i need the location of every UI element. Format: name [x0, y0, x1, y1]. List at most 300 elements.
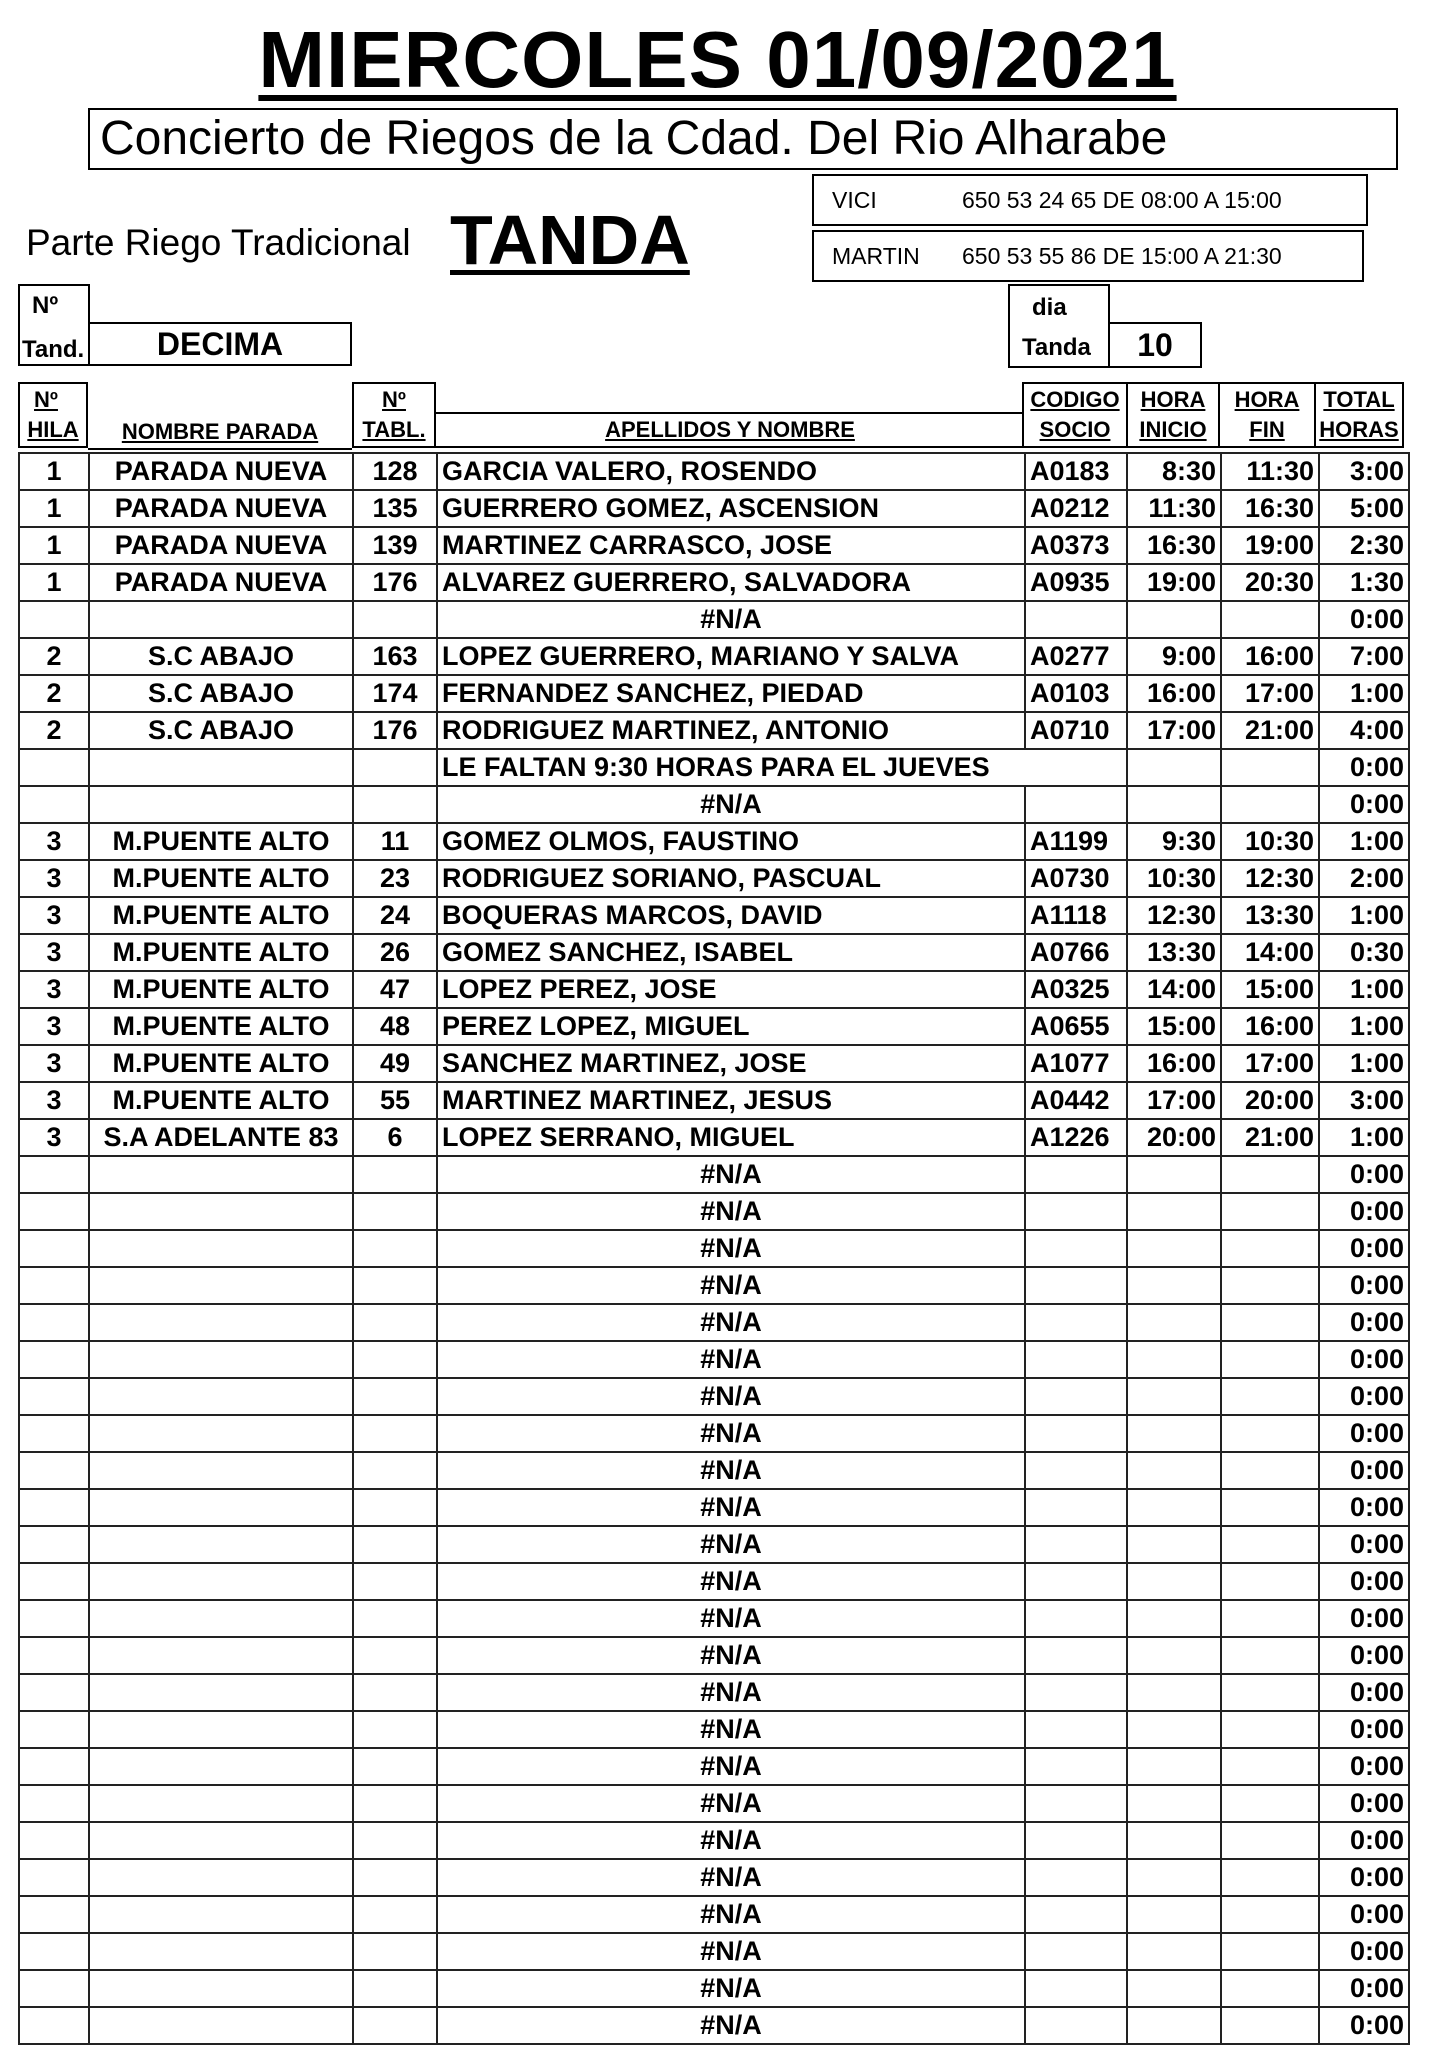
table-row [19, 1933, 1409, 1970]
page-title [0, 15, 1435, 104]
cell-total: 3:00 [1319, 453, 1409, 490]
cell-hila: 1 [19, 490, 89, 527]
cell-codigo [1025, 1526, 1127, 1563]
header-hila-line2: HILA [27, 417, 79, 442]
cell-tabl: 163 [353, 638, 437, 675]
cell-inicio: 12:30 [1127, 897, 1221, 934]
cell-parada: M.PUENTE ALTO [89, 1045, 353, 1082]
cell-hila: 1 [19, 527, 89, 564]
cell-tabl [353, 1785, 437, 1822]
cell-total: 0:00 [1319, 1748, 1409, 1785]
cell-hila [19, 1822, 89, 1859]
cell-fin: 12:30 [1221, 860, 1319, 897]
cell-total: 4:00 [1319, 712, 1409, 749]
cell-total: 0:00 [1319, 1415, 1409, 1452]
cell-tabl [353, 749, 437, 786]
cell-codigo: A1199 [1025, 823, 1127, 860]
cell-fin: 17:00 [1221, 675, 1319, 712]
dia-tanda-value: 10 [1108, 322, 1202, 368]
cell-parada [89, 1526, 353, 1563]
table-row [19, 971, 1409, 1008]
cell-total: 3:00 [1319, 1082, 1409, 1119]
cell-hila: 2 [19, 712, 89, 749]
table-row [19, 860, 1409, 897]
cell-total: 2:00 [1319, 860, 1409, 897]
cell-codigo [1025, 1563, 1127, 1600]
cell-inicio: 16:30 [1127, 527, 1221, 564]
cell-fin [1221, 1341, 1319, 1378]
table-row [19, 1748, 1409, 1785]
cell-tabl [353, 601, 437, 638]
cell-fin [1221, 1452, 1319, 1489]
cell-hila: 3 [19, 823, 89, 860]
cell-inicio: 13:30 [1127, 934, 1221, 971]
cell-tabl [353, 1526, 437, 1563]
table-row [19, 1822, 1409, 1859]
cell-parada [89, 1156, 353, 1193]
header-total-line2: HORAS [1319, 417, 1399, 442]
cell-total: 0:00 [1319, 1822, 1409, 1859]
table-row [19, 1341, 1409, 1378]
cell-nombre: #N/A [437, 1600, 1025, 1637]
table-row [19, 1304, 1409, 1341]
cell-tabl: 174 [353, 675, 437, 712]
cell-parada [89, 601, 353, 638]
cell-parada: PARADA NUEVA [89, 564, 353, 601]
cell-tabl [353, 1896, 437, 1933]
cell-codigo [1025, 1156, 1127, 1193]
header-hora-fin-line2: FIN [1249, 417, 1285, 442]
cell-hila [19, 1526, 89, 1563]
cell-fin [1221, 1970, 1319, 2007]
cell-codigo: A0277 [1025, 638, 1127, 675]
table-row [19, 490, 1409, 527]
cell-tabl [353, 1341, 437, 1378]
cell-inicio: 14:00 [1127, 971, 1221, 1008]
contact-phone: 650 53 55 86 DE 15:00 A 21:30 [962, 243, 1282, 269]
cell-parada: PARADA NUEVA [89, 453, 353, 490]
cell-inicio: 17:00 [1127, 1082, 1221, 1119]
cell-inicio: 9:00 [1127, 638, 1221, 675]
cell-inicio [1127, 601, 1221, 638]
cell-parada: S.C ABAJO [89, 712, 353, 749]
cell-codigo [1025, 1711, 1127, 1748]
cell-tabl: 24 [353, 897, 437, 934]
table-row [19, 1637, 1409, 1674]
header-hora-inicio-line2: INICIO [1139, 417, 1207, 442]
cell-parada [89, 1674, 353, 1711]
cell-parada [89, 1933, 353, 1970]
cell-inicio [1127, 1674, 1221, 1711]
n-tand-value: DECIMA [88, 322, 352, 366]
contact-martin [812, 230, 1364, 282]
cell-fin: 14:00 [1221, 934, 1319, 971]
cell-parada [89, 1452, 353, 1489]
header-apellidos [436, 412, 1024, 448]
cell-tabl [353, 1267, 437, 1304]
cell-fin [1221, 1304, 1319, 1341]
cell-total: 1:00 [1319, 1008, 1409, 1045]
cell-parada [89, 1600, 353, 1637]
cell-inicio [1127, 1156, 1221, 1193]
cell-fin [1221, 1859, 1319, 1896]
table-row [19, 1378, 1409, 1415]
cell-nombre: #N/A [437, 1341, 1025, 1378]
table-row [19, 638, 1409, 675]
cell-fin [1221, 1748, 1319, 1785]
cell-nombre: GUERRERO GOMEZ, ASCENSION [437, 490, 1025, 527]
cell-fin [1221, 1674, 1319, 1711]
cell-tabl: 47 [353, 971, 437, 1008]
cell-nombre: PEREZ LOPEZ, MIGUEL [437, 1008, 1025, 1045]
cell-nombre: LOPEZ PEREZ, JOSE [437, 971, 1025, 1008]
table-row [19, 1230, 1409, 1267]
cell-tabl: 11 [353, 823, 437, 860]
cell-parada: S.C ABAJO [89, 638, 353, 675]
table-row [19, 1267, 1409, 1304]
cell-inicio: 9:30 [1127, 823, 1221, 860]
cell-codigo [1025, 1267, 1127, 1304]
table-row [19, 675, 1409, 712]
cell-nombre: #N/A [437, 1785, 1025, 1822]
table-row [19, 564, 1409, 601]
cell-fin [1221, 1600, 1319, 1637]
header-hora-fin-line1: HORA [1234, 387, 1300, 412]
contact-name: VICI [832, 187, 877, 213]
cell-codigo: A0730 [1025, 860, 1127, 897]
cell-tabl [353, 1711, 437, 1748]
cell-fin [1221, 1933, 1319, 1970]
cell-total: 2:30 [1319, 527, 1409, 564]
contact-phone: 650 53 24 65 DE 08:00 A 15:00 [962, 187, 1282, 213]
cell-total: 0:00 [1319, 1341, 1409, 1378]
cell-fin [1221, 1378, 1319, 1415]
cell-hila [19, 1267, 89, 1304]
cell-nombre: #N/A [437, 1156, 1025, 1193]
cell-nombre: #N/A [437, 1822, 1025, 1859]
cell-inicio [1127, 1341, 1221, 1378]
cell-hila [19, 601, 89, 638]
cell-nombre: RODRIGUEZ MARTINEZ, ANTONIO [437, 712, 1025, 749]
cell-fin [1221, 1637, 1319, 1674]
cell-hila: 3 [19, 1119, 89, 1156]
cell-codigo: A0325 [1025, 971, 1127, 1008]
cell-fin [1221, 1193, 1319, 1230]
cell-parada [89, 1563, 353, 1600]
cell-parada: M.PUENTE ALTO [89, 1082, 353, 1119]
cell-total: 0:00 [1319, 1489, 1409, 1526]
irrigation-table [18, 452, 1410, 2045]
cell-parada [89, 1785, 353, 1822]
cell-total: 0:30 [1319, 934, 1409, 971]
cell-inicio [1127, 786, 1221, 823]
header-parada [88, 418, 352, 450]
cell-parada [89, 1304, 353, 1341]
cell-hila: 3 [19, 897, 89, 934]
cell-fin: 20:00 [1221, 1082, 1319, 1119]
subtitle-text: Concierto de Riegos de la Cdad. Del Rio Alharabe [100, 112, 1168, 165]
header-hila [18, 382, 88, 448]
cell-codigo: A0766 [1025, 934, 1127, 971]
cell-total: 1:00 [1319, 1045, 1409, 1082]
cell-fin [1221, 1563, 1319, 1600]
cell-parada [89, 1378, 353, 1415]
table-row [19, 1415, 1409, 1452]
cell-inicio [1127, 1563, 1221, 1600]
n-tand-label-line1: Nº [32, 292, 59, 319]
cell-codigo [1025, 1378, 1127, 1415]
cell-codigo [1025, 1452, 1127, 1489]
table-row [19, 749, 1409, 786]
cell-total: 0:00 [1319, 601, 1409, 638]
cell-fin [1221, 1526, 1319, 1563]
table-row [19, 1452, 1409, 1489]
cell-tabl [353, 1859, 437, 1896]
cell-hila [19, 1193, 89, 1230]
cell-nombre: #N/A [437, 1230, 1025, 1267]
cell-total: 0:00 [1319, 1711, 1409, 1748]
n-tand-label-line2: Tand. [22, 336, 85, 363]
cell-hila [19, 1600, 89, 1637]
cell-hila [19, 1970, 89, 2007]
header-hila-line1: Nº [34, 387, 58, 412]
table-row [19, 1008, 1409, 1045]
dia-tanda-label [1008, 284, 1110, 368]
tanda-heading [450, 200, 690, 280]
cell-inicio [1127, 1711, 1221, 1748]
cell-nombre: #N/A [437, 1378, 1025, 1415]
cell-total: 0:00 [1319, 1267, 1409, 1304]
cell-total: 0:00 [1319, 1896, 1409, 1933]
cell-nombre: #N/A [437, 2007, 1025, 2044]
cell-hila [19, 1785, 89, 1822]
header-hora-inicio [1126, 382, 1220, 448]
table-row [19, 823, 1409, 860]
cell-tabl: 176 [353, 564, 437, 601]
cell-inicio: 20:00 [1127, 1119, 1221, 1156]
cell-hila [19, 1452, 89, 1489]
cell-fin: 21:00 [1221, 712, 1319, 749]
cell-total: 0:00 [1319, 1933, 1409, 1970]
cell-codigo [1025, 1859, 1127, 1896]
table-row [19, 453, 1409, 490]
cell-total: 7:00 [1319, 638, 1409, 675]
cell-codigo [1025, 1341, 1127, 1378]
cell-inicio [1127, 1415, 1221, 1452]
header-tabl-line1: Nº [382, 387, 406, 412]
header-tabl-line2: TABL. [362, 417, 426, 442]
cell-tabl: 26 [353, 934, 437, 971]
cell-codigo: A0103 [1025, 675, 1127, 712]
tanda-heading-text: TANDA [450, 201, 690, 279]
cell-parada: M.PUENTE ALTO [89, 1008, 353, 1045]
cell-parada [89, 786, 353, 823]
cell-parada [89, 1267, 353, 1304]
cell-total: 0:00 [1319, 1526, 1409, 1563]
table-row [19, 1045, 1409, 1082]
cell-nombre: MARTINEZ MARTINEZ, JESUS [437, 1082, 1025, 1119]
cell-hila: 1 [19, 564, 89, 601]
table-row [19, 712, 1409, 749]
cell-nombre: GOMEZ OLMOS, FAUSTINO [437, 823, 1025, 860]
cell-codigo [1025, 1415, 1127, 1452]
cell-hila [19, 749, 89, 786]
table-row [19, 1193, 1409, 1230]
cell-hila [19, 1489, 89, 1526]
cell-codigo: A0373 [1025, 527, 1127, 564]
cell-parada [89, 1230, 353, 1267]
cell-parada [89, 1896, 353, 1933]
cell-hila [19, 1748, 89, 1785]
cell-fin [1221, 1896, 1319, 1933]
cell-nombre: BOQUERAS MARCOS, DAVID [437, 897, 1025, 934]
cell-codigo [1025, 1489, 1127, 1526]
cell-codigo: A0935 [1025, 564, 1127, 601]
table-row [19, 786, 1409, 823]
cell-nombre: LE FALTAN 9:30 HORAS PARA EL JUEVES [437, 749, 1127, 786]
cell-hila: 1 [19, 453, 89, 490]
cell-total: 0:00 [1319, 2007, 1409, 2044]
table-row [19, 1785, 1409, 1822]
cell-inicio: 17:00 [1127, 712, 1221, 749]
cell-codigo [1025, 1896, 1127, 1933]
cell-nombre: GOMEZ SANCHEZ, ISABEL [437, 934, 1025, 971]
cell-fin: 11:30 [1221, 453, 1319, 490]
cell-nombre: GARCIA VALERO, ROSENDO [437, 453, 1025, 490]
table-row [19, 1082, 1409, 1119]
cell-tabl: 176 [353, 712, 437, 749]
cell-fin: 10:30 [1221, 823, 1319, 860]
cell-fin: 17:00 [1221, 1045, 1319, 1082]
table-row [19, 897, 1409, 934]
table-row [19, 1896, 1409, 1933]
cell-tabl [353, 1748, 437, 1785]
cell-fin: 21:00 [1221, 1119, 1319, 1156]
cell-fin: 16:30 [1221, 490, 1319, 527]
cell-parada [89, 1341, 353, 1378]
cell-nombre: #N/A [437, 1526, 1025, 1563]
table-row [19, 527, 1409, 564]
cell-parada [89, 1748, 353, 1785]
cell-nombre: #N/A [437, 786, 1025, 823]
cell-inicio [1127, 1896, 1221, 1933]
cell-codigo [1025, 2007, 1127, 2044]
cell-tabl: 48 [353, 1008, 437, 1045]
cell-nombre: #N/A [437, 1489, 1025, 1526]
cell-fin [1221, 2007, 1319, 2044]
header-apellidos-text: APELLIDOS Y NOMBRE [605, 417, 855, 442]
cell-parada: M.PUENTE ALTO [89, 860, 353, 897]
cell-total: 0:00 [1319, 1970, 1409, 2007]
table-header [18, 382, 1400, 448]
dia-tanda-label-line1: dia [1032, 294, 1067, 321]
cell-tabl [353, 786, 437, 823]
cell-codigo: A0710 [1025, 712, 1127, 749]
cell-total: 0:00 [1319, 1378, 1409, 1415]
cell-fin [1221, 786, 1319, 823]
cell-parada: S.A ADELANTE 83 [89, 1119, 353, 1156]
header-hora-fin [1218, 382, 1316, 448]
table-row [19, 1119, 1409, 1156]
cell-hila: 3 [19, 860, 89, 897]
contact-vici [812, 174, 1368, 226]
cell-codigo [1025, 1600, 1127, 1637]
cell-hila [19, 1230, 89, 1267]
cell-tabl [353, 1563, 437, 1600]
cell-codigo [1025, 1304, 1127, 1341]
cell-tabl [353, 1193, 437, 1230]
cell-nombre: #N/A [437, 1304, 1025, 1341]
cell-parada: M.PUENTE ALTO [89, 897, 353, 934]
cell-total: 1:00 [1319, 675, 1409, 712]
cell-fin [1221, 1785, 1319, 1822]
cell-total: 0:00 [1319, 1193, 1409, 1230]
cell-hila [19, 786, 89, 823]
cell-tabl: 49 [353, 1045, 437, 1082]
cell-codigo [1025, 1230, 1127, 1267]
cell-parada [89, 1822, 353, 1859]
cell-nombre: #N/A [437, 1637, 1025, 1674]
cell-tabl [353, 2007, 437, 2044]
parte-label: Parte Riego Tradicional [26, 222, 411, 263]
header-codigo [1022, 382, 1128, 448]
cell-total: 1:30 [1319, 564, 1409, 601]
cell-parada [89, 2007, 353, 2044]
cell-tabl [353, 1452, 437, 1489]
cell-total: 1:00 [1319, 897, 1409, 934]
cell-codigo [1025, 1193, 1127, 1230]
cell-fin [1221, 1267, 1319, 1304]
cell-hila [19, 1933, 89, 1970]
cell-nombre: #N/A [437, 1748, 1025, 1785]
cell-parada: PARADA NUEVA [89, 527, 353, 564]
cell-inicio [1127, 1193, 1221, 1230]
header-hora-inicio-line1: HORA [1140, 387, 1206, 412]
cell-nombre: RODRIGUEZ SORIANO, PASCUAL [437, 860, 1025, 897]
cell-codigo: A0212 [1025, 490, 1127, 527]
dia-tanda-label-line2: Tanda [1022, 334, 1091, 361]
cell-nombre: #N/A [437, 1970, 1025, 2007]
cell-codigo [1025, 1748, 1127, 1785]
cell-parada: S.C ABAJO [89, 675, 353, 712]
cell-codigo [1025, 1785, 1127, 1822]
cell-parada: PARADA NUEVA [89, 490, 353, 527]
cell-tabl [353, 1637, 437, 1674]
cell-tabl: 6 [353, 1119, 437, 1156]
cell-codigo: A1118 [1025, 897, 1127, 934]
cell-inicio [1127, 1230, 1221, 1267]
cell-nombre: LOPEZ GUERRERO, MARIANO Y SALVA [437, 638, 1025, 675]
table-row [19, 1526, 1409, 1563]
cell-codigo: A1077 [1025, 1045, 1127, 1082]
cell-inicio: 15:00 [1127, 1008, 1221, 1045]
cell-fin: 16:00 [1221, 638, 1319, 675]
cell-total: 1:00 [1319, 823, 1409, 860]
cell-hila [19, 1341, 89, 1378]
n-tand-label [18, 284, 90, 366]
cell-hila [19, 1859, 89, 1896]
cell-nombre: #N/A [437, 601, 1025, 638]
cell-fin: 13:30 [1221, 897, 1319, 934]
table-row [19, 1489, 1409, 1526]
cell-parada [89, 1711, 353, 1748]
cell-nombre: ALVAREZ GUERRERO, SALVADORA [437, 564, 1025, 601]
cell-hila: 3 [19, 1045, 89, 1082]
cell-inicio [1127, 749, 1221, 786]
cell-parada [89, 1193, 353, 1230]
cell-fin [1221, 1822, 1319, 1859]
cell-total: 0:00 [1319, 1785, 1409, 1822]
